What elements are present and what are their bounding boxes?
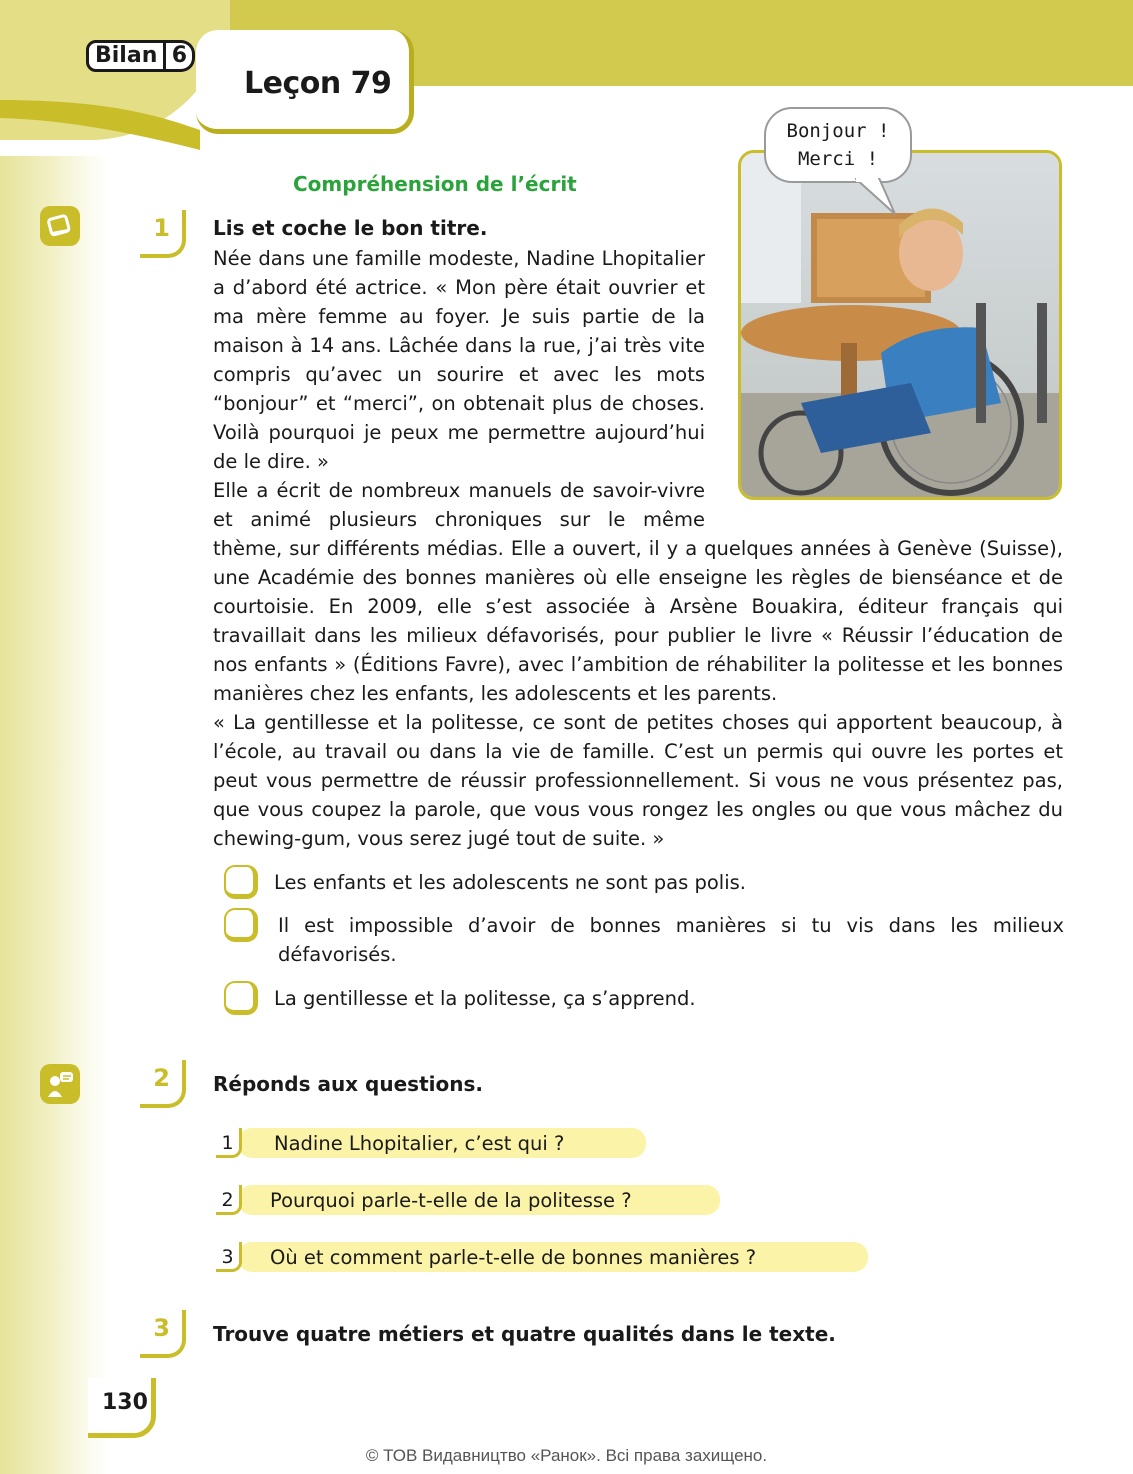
- text-paragraph-2-start: Elle a écrit de nombreux manuels de savoir-vivre et animé plusieurs chroniques sur le même: [213, 479, 705, 531]
- question-1-number: 1: [216, 1128, 242, 1158]
- bilan-badge: [86, 40, 195, 72]
- question-3: [216, 1240, 756, 1274]
- option-1-label: Les enfants et les adolescents ne sont pas polis.: [274, 871, 746, 894]
- copyright-notice: © ТОВ Видавництво «Ранок». Всі права захищено.: [365, 1446, 768, 1465]
- question-1-text: Nadine Lhopitalier, c’est qui ?: [274, 1131, 565, 1155]
- lesson-title: Leçon 79: [244, 66, 392, 101]
- question-2-text: Pourquoi parle-t-elle de la politesse ?: [270, 1188, 632, 1212]
- option-1-checkbox[interactable]: [224, 865, 258, 899]
- exercise-2-number: 2: [140, 1060, 186, 1108]
- question-3-text: Où et comment parle-t-elle de bonnes manières ?: [270, 1245, 757, 1269]
- question-2-number: 2: [216, 1185, 242, 1215]
- speech-tail: [855, 178, 905, 218]
- option-3[interactable]: [224, 981, 1064, 1015]
- lesson-title-box: [196, 30, 414, 134]
- question-3-number: 3: [216, 1242, 242, 1272]
- bilan-number: 6: [166, 40, 195, 72]
- option-3-checkbox[interactable]: [224, 981, 258, 1015]
- option-2-label: Il est impossible d’avoir de bonnes manières si tu vis dans les milieux défavorisés.: [278, 914, 1064, 966]
- option-2-checkbox[interactable]: [224, 908, 258, 942]
- section-title: Compréhension de l’écrit: [293, 172, 577, 196]
- exercise-1-instruction: Lis et coche le bon titre.: [213, 216, 488, 240]
- text-paragraph-3: « La gentillesse et la politesse, ce sont de petites choses qui apportent beaucoup, à l’école, au travail ou dans la vie de famille. C’est un permis qui ouvre les portes et peut vous permettre de réussir professionnellement. Si vous ne vous présentez pas, que vous coupez la parole, que vous vous rongez les ongles ou que vous mâchez du chewing-gum, vous serez jugé tout de suite. »: [213, 711, 1063, 850]
- option-1[interactable]: [224, 865, 1064, 899]
- option-3-label: La gentillesse et la politesse, ça s’apprend.: [274, 987, 696, 1010]
- exercise-3-number: 3: [140, 1310, 186, 1358]
- book-icon: [40, 206, 80, 246]
- exercise-1-number: 1: [140, 210, 186, 258]
- exercise-2-instruction: Réponds aux questions.: [213, 1072, 483, 1096]
- exercise-3-instruction: Trouve quatre métiers et quatre qualités dans le texte.: [213, 1322, 836, 1346]
- speech-line-1: Bonjour !: [786, 120, 890, 142]
- text-paragraph-1: Née dans une famille modeste, Nadine Lhopitalier a d’abord été actrice. « Mon père était ouvrier et ma mère femme au foyer. Je suis partie de la maison à 14 ans. Lâchée dans la rue, j’ai très vite compris qu’avec un sourire et avec les mots “bonjour” et “merci”, on obtenait plus de choses. Voilà pourquoi je peux me permettre aujourd’hui de le dire. »: [213, 247, 705, 473]
- option-2[interactable]: [224, 908, 1064, 969]
- bilan-label: Bilan: [86, 40, 166, 72]
- speech-line-2: Merci !: [797, 148, 879, 170]
- question-2: [216, 1183, 632, 1217]
- speech-bubble: [764, 107, 912, 183]
- text-paragraph-2-cont: thème, sur différents médias. Elle a ouvert, il y a quelques années à Genève (Suisse), une Académie des bonnes manières où elle enseigne les règles de bienséance et de courtoisie. En 2009, elle s’est associée à Arsène Bouakira, éditeur français qui travaillait dans les milieux défavorisés, pour publier le livre « Réussir l’éducation de nos enfants » (Éditions Favre), avec l’ambition de réhabiliter la politesse et les bonnes manières chez les enfants, les adolescents et les parents.: [213, 537, 1063, 705]
- page-number: 130: [88, 1378, 156, 1438]
- question-1: [216, 1126, 564, 1160]
- speech-icon: [40, 1064, 80, 1104]
